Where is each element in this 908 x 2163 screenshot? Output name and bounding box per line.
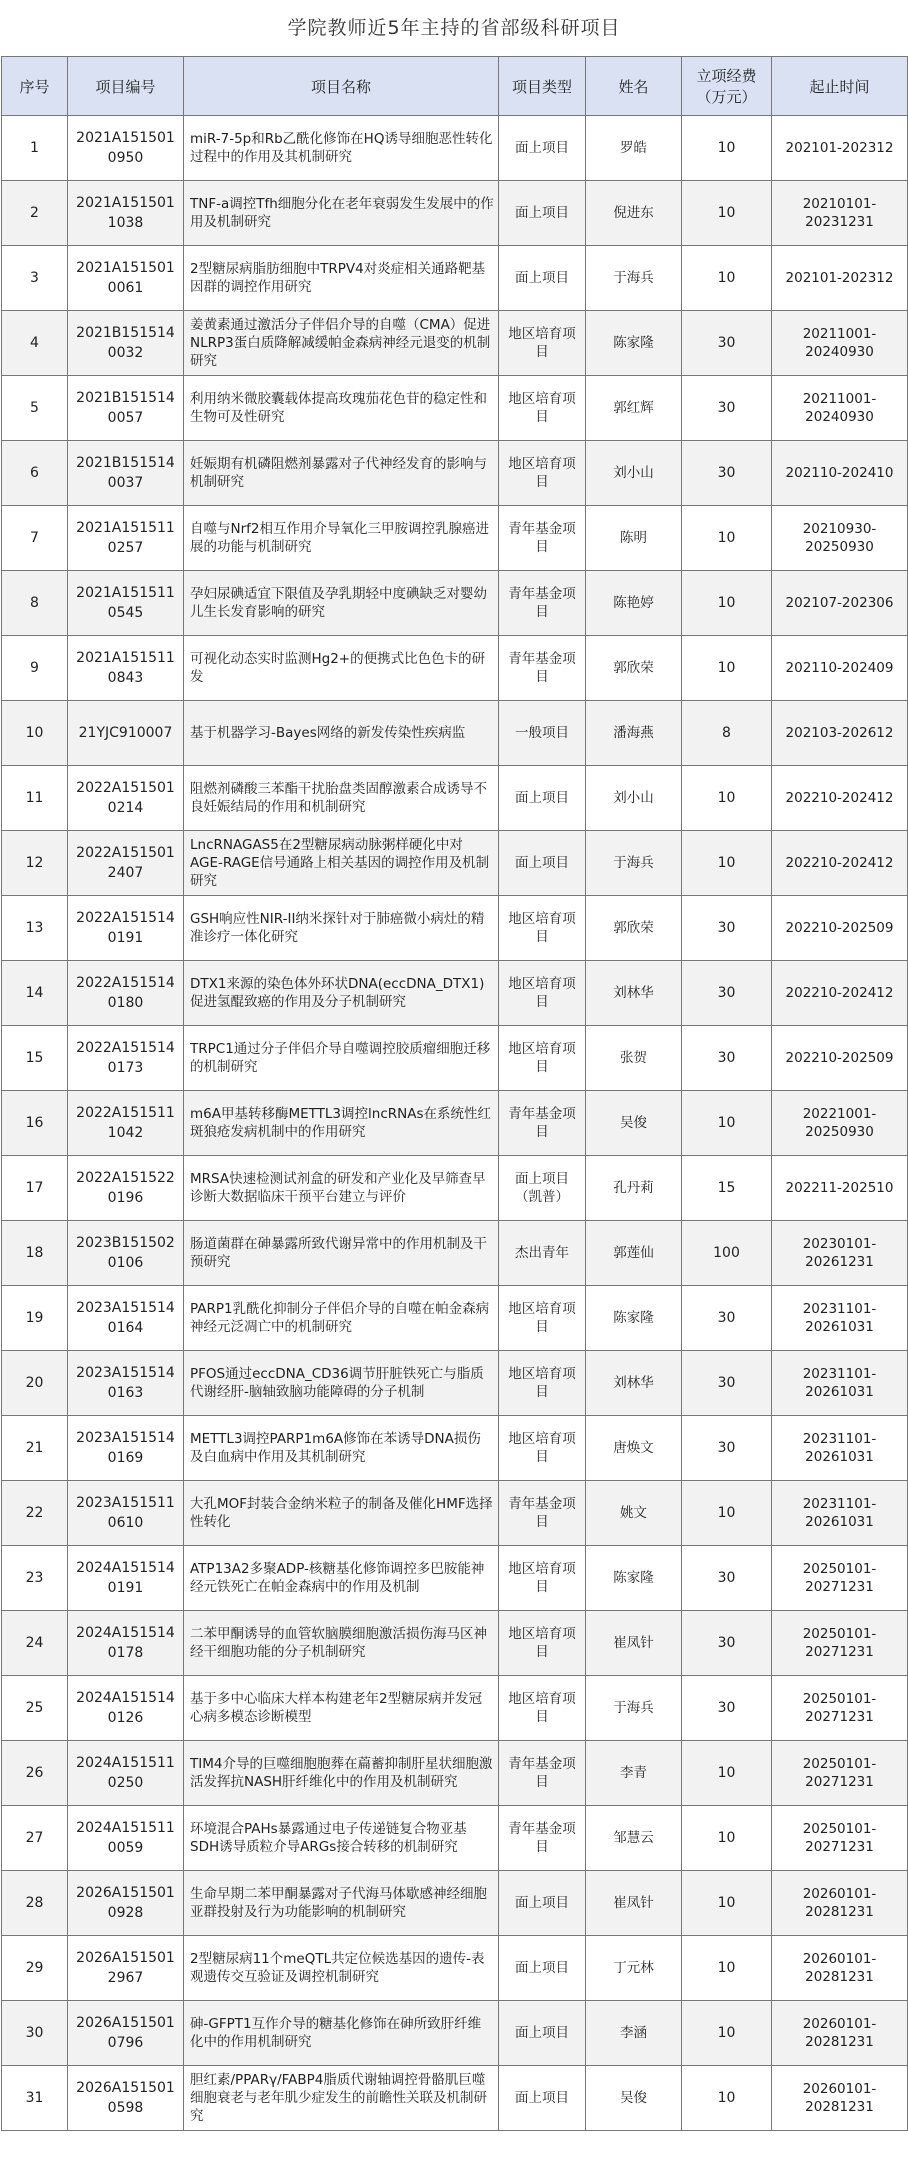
table-row [2, 1936, 908, 2001]
cell-project-code: 2026A1515010598 [68, 2066, 184, 2131]
cell-no: 22 [2, 1481, 68, 1546]
cell-no: 5 [2, 376, 68, 441]
cell-period: 20210930-20250930 [772, 506, 908, 571]
cell-project-name: 阻燃剂磷酸三苯酯干扰胎盘类固醇激素合成诱导不良妊娠结局的作用和机制研究 [184, 766, 499, 831]
cell-period: 20221001-20250930 [772, 1091, 908, 1156]
cell-no: 15 [2, 1026, 68, 1091]
cell-project-name: 砷-GFPT1互作介导的糖基化修饰在砷所致肝纤维化中的作用机制研究 [184, 2001, 499, 2066]
cell-person: 罗皓 [586, 116, 682, 181]
cell-fund: 10 [682, 116, 772, 181]
cell-fund: 30 [682, 896, 772, 961]
cell-person: 吴俊 [586, 1091, 682, 1156]
table-row [2, 1871, 908, 1936]
table-row [2, 1026, 908, 1091]
cell-project-code: 21YJC910007 [68, 701, 184, 766]
cell-person: 陈家隆 [586, 1546, 682, 1611]
cell-period: 202101-202312 [772, 116, 908, 181]
cell-project-type: 面上项目 [499, 246, 586, 311]
cell-no: 19 [2, 1286, 68, 1351]
cell-no: 6 [2, 441, 68, 506]
cell-fund: 10 [682, 181, 772, 246]
header-person: 姓名 [586, 57, 682, 116]
cell-project-type: 地区培育项目 [499, 1416, 586, 1481]
cell-project-code: 2021A1515011038 [68, 181, 184, 246]
cell-person: 邹慧云 [586, 1806, 682, 1871]
cell-project-code: 2024A1515140178 [68, 1611, 184, 1676]
cell-project-type: 地区培育项目 [499, 961, 586, 1026]
cell-fund: 30 [682, 376, 772, 441]
table-row [2, 506, 908, 571]
table-row [2, 896, 908, 961]
cell-no: 25 [2, 1676, 68, 1741]
cell-project-type: 青年基金项目 [499, 1091, 586, 1156]
table-row [2, 1091, 908, 1156]
cell-person: 张贺 [586, 1026, 682, 1091]
cell-project-code: 2022A1515012407 [68, 831, 184, 896]
cell-project-code: 2023A1515140163 [68, 1351, 184, 1416]
cell-no: 11 [2, 766, 68, 831]
cell-no: 10 [2, 701, 68, 766]
cell-period: 202210-202509 [772, 1026, 908, 1091]
cell-person: 刘小山 [586, 441, 682, 506]
header-period: 起止时间 [772, 57, 908, 116]
cell-project-name: 肠道菌群在砷暴露所致代谢异常中的作用机制及干预研究 [184, 1221, 499, 1286]
cell-fund: 30 [682, 311, 772, 376]
cell-period: 20260101-20281231 [772, 1871, 908, 1936]
table-row [2, 376, 908, 441]
cell-project-type: 面上项目 [499, 2066, 586, 2131]
cell-no: 21 [2, 1416, 68, 1481]
cell-period: 202101-202312 [772, 246, 908, 311]
cell-no: 20 [2, 1351, 68, 1416]
cell-no: 30 [2, 2001, 68, 2066]
cell-fund: 10 [682, 1936, 772, 2001]
cell-person: 陈家隆 [586, 1286, 682, 1351]
cell-project-name: METTL3调控PARP1m6A修饰在苯诱导DNA损伤及白血病中作用及其机制研究 [184, 1416, 499, 1481]
cell-period: 20231101-20261031 [772, 1351, 908, 1416]
cell-person: 郭红辉 [586, 376, 682, 441]
cell-project-type: 杰出青年 [499, 1221, 586, 1286]
cell-project-code: 2024A1515140191 [68, 1546, 184, 1611]
cell-person: 潘海燕 [586, 701, 682, 766]
cell-person: 唐焕文 [586, 1416, 682, 1481]
cell-project-type: 青年基金项目 [499, 506, 586, 571]
cell-no: 12 [2, 831, 68, 896]
cell-project-name: GSH响应性NIR-II纳米探针对于肺癌微小病灶的精准诊疗一体化研究 [184, 896, 499, 961]
cell-project-type: 地区培育项目 [499, 311, 586, 376]
cell-period: 20250101-20271231 [772, 1611, 908, 1676]
cell-no: 17 [2, 1156, 68, 1221]
cell-period: 20250101-20271231 [772, 1806, 908, 1871]
cell-fund: 10 [682, 831, 772, 896]
cell-project-type: 面上项目 [499, 1936, 586, 2001]
cell-fund: 10 [682, 1091, 772, 1156]
table-row [2, 701, 908, 766]
cell-project-type: 地区培育项目 [499, 1286, 586, 1351]
table-body [2, 116, 908, 2131]
table-row [2, 2066, 908, 2131]
table-row [2, 2001, 908, 2066]
cell-project-code: 2023A1515140164 [68, 1286, 184, 1351]
cell-person: 倪进东 [586, 181, 682, 246]
cell-project-code: 2021B1515140057 [68, 376, 184, 441]
table-row [2, 831, 908, 896]
cell-project-name: PFOS通过eccDNA_CD36调节肝脏铁死亡与脂质代谢经肝-脑轴致脑功能障碍的分子机制 [184, 1351, 499, 1416]
cell-fund: 10 [682, 1806, 772, 1871]
cell-no: 9 [2, 636, 68, 701]
cell-fund: 30 [682, 1286, 772, 1351]
cell-project-type: 地区培育项目 [499, 1611, 586, 1676]
cell-project-code: 2026A1515010796 [68, 2001, 184, 2066]
table-row [2, 961, 908, 1026]
cell-person: 于海兵 [586, 1676, 682, 1741]
cell-person: 孔丹莉 [586, 1156, 682, 1221]
cell-person: 陈家隆 [586, 311, 682, 376]
cell-project-name: DTX1来源的染色体外环状DNA(eccDNA_DTX1)促进氢醌致癌的作用及分子机制研究 [184, 961, 499, 1026]
cell-project-code: 2024A1515140126 [68, 1676, 184, 1741]
cell-project-name: 胆红素/PPARγ/FABP4脂质代谢轴调控骨骼肌巨噬细胞衰老与老年肌少症发生的前瞻性关联及机制研究 [184, 2066, 499, 2131]
cell-period: 20231101-20261031 [772, 1416, 908, 1481]
cell-person: 郭欣荣 [586, 636, 682, 701]
cell-project-type: 地区培育项目 [499, 441, 586, 506]
table-row [2, 1156, 908, 1221]
cell-period: 20211001-20240930 [772, 376, 908, 441]
cell-fund: 8 [682, 701, 772, 766]
cell-project-type: 面上项目 [499, 831, 586, 896]
cell-no: 8 [2, 571, 68, 636]
table-row [2, 246, 908, 311]
cell-period: 202210-202412 [772, 766, 908, 831]
cell-no: 24 [2, 1611, 68, 1676]
cell-period: 20250101-20271231 [772, 1676, 908, 1741]
cell-no: 16 [2, 1091, 68, 1156]
cell-person: 李涵 [586, 2001, 682, 2066]
cell-project-type: 面上项目（凯普） [499, 1156, 586, 1221]
cell-fund: 10 [682, 506, 772, 571]
cell-project-name: TNF-a调控Tfh细胞分化在老年衰弱发生发展中的作用及机制研究 [184, 181, 499, 246]
cell-project-type: 地区培育项目 [499, 1026, 586, 1091]
cell-project-code: 2024A1515110059 [68, 1806, 184, 1871]
cell-fund: 10 [682, 1871, 772, 1936]
cell-project-code: 2022A1515140173 [68, 1026, 184, 1091]
cell-project-code: 2022A1515111042 [68, 1091, 184, 1156]
cell-fund: 30 [682, 1546, 772, 1611]
cell-fund: 100 [682, 1221, 772, 1286]
cell-fund: 10 [682, 2001, 772, 2066]
cell-person: 崔凤针 [586, 1611, 682, 1676]
cell-no: 13 [2, 896, 68, 961]
table-row [2, 311, 908, 376]
cell-fund: 30 [682, 1611, 772, 1676]
cell-project-type: 青年基金项目 [499, 571, 586, 636]
cell-period: 20211001-20240930 [772, 311, 908, 376]
cell-project-name: 利用纳米微胶囊载体提高玫瑰茄花色苷的稳定性和生物可及性研究 [184, 376, 499, 441]
cell-no: 18 [2, 1221, 68, 1286]
cell-project-type: 地区培育项目 [499, 1546, 586, 1611]
cell-period: 20260101-20281231 [772, 2066, 908, 2131]
cell-project-name: 妊娠期有机磷阻燃剂暴露对子代神经发育的影响与机制研究 [184, 441, 499, 506]
cell-no: 4 [2, 311, 68, 376]
cell-project-name: 二苯甲酮诱导的血管软脑膜细胞激活损伤海马区神经干细胞功能的分子机制研究 [184, 1611, 499, 1676]
cell-person: 陈艳婷 [586, 571, 682, 636]
cell-project-code: 2021A1515110843 [68, 636, 184, 701]
cell-project-code: 2022A1515010214 [68, 766, 184, 831]
cell-person: 崔凤针 [586, 1871, 682, 1936]
cell-no: 29 [2, 1936, 68, 2001]
table-row [2, 571, 908, 636]
table-row [2, 636, 908, 701]
cell-fund: 10 [682, 2066, 772, 2131]
cell-project-code: 2023A1515110610 [68, 1481, 184, 1546]
cell-project-code: 2021B1515140037 [68, 441, 184, 506]
table-row [2, 1481, 908, 1546]
cell-project-code: 2026A1515010928 [68, 1871, 184, 1936]
cell-project-name: 环境混合PAHs暴露通过电子传递链复合物亚基SDH诱导质粒介导ARGs接合转移的机制研究 [184, 1806, 499, 1871]
cell-no: 26 [2, 1741, 68, 1806]
table-row [2, 1416, 908, 1481]
cell-project-type: 青年基金项目 [499, 636, 586, 701]
cell-fund: 30 [682, 1026, 772, 1091]
cell-period: 20260101-20281231 [772, 2001, 908, 2066]
cell-no: 27 [2, 1806, 68, 1871]
cell-project-code: 2022A1515220196 [68, 1156, 184, 1221]
cell-person: 于海兵 [586, 246, 682, 311]
cell-project-code: 2021B1515140032 [68, 311, 184, 376]
cell-period: 202210-202509 [772, 896, 908, 961]
cell-period: 20230101-20261231 [772, 1221, 908, 1286]
header-code: 项目编号 [68, 57, 184, 116]
table-row [2, 1546, 908, 1611]
cell-project-code: 2026A1515012967 [68, 1936, 184, 2001]
cell-fund: 10 [682, 1741, 772, 1806]
cell-project-name: m6A甲基转移酶METTL3调控lncRNAs在系统性红斑狼疮发病机制中的作用研究 [184, 1091, 499, 1156]
projects-table [1, 56, 908, 2131]
cell-project-name: MRSA快速检测试剂盒的研发和产业化及早筛查早诊断大数据临床干预平台建立与评价 [184, 1156, 499, 1221]
table-row [2, 181, 908, 246]
cell-project-code: 2023B1515020106 [68, 1221, 184, 1286]
cell-project-type: 青年基金项目 [499, 1806, 586, 1871]
cell-project-type: 面上项目 [499, 116, 586, 181]
cell-period: 20210101-20231231 [772, 181, 908, 246]
table-row [2, 1611, 908, 1676]
cell-period: 20250101-20271231 [772, 1741, 908, 1806]
cell-project-code: 2021A1515010061 [68, 246, 184, 311]
cell-person: 刘林华 [586, 961, 682, 1026]
cell-no: 1 [2, 116, 68, 181]
cell-period: 202110-202409 [772, 636, 908, 701]
cell-period: 202210-202412 [772, 831, 908, 896]
table-row [2, 766, 908, 831]
table-row [2, 116, 908, 181]
cell-project-type: 地区培育项目 [499, 376, 586, 441]
cell-period: 202210-202412 [772, 961, 908, 1026]
cell-project-name: TRPC1通过分子伴侣介导自噬调控胶质瘤细胞迁移的机制研究 [184, 1026, 499, 1091]
cell-person: 姚文 [586, 1481, 682, 1546]
cell-project-name: 2型糖尿病脂肪细胞中TRPV4对炎症相关通路靶基因群的调控作用研究 [184, 246, 499, 311]
cell-fund: 30 [682, 961, 772, 1026]
header-name: 项目名称 [184, 57, 499, 116]
cell-project-name: 生命早期二苯甲酮暴露对子代海马体歇感神经细胞亚群投射及行为功能影响的机制研究 [184, 1871, 499, 1936]
table-row [2, 1221, 908, 1286]
cell-person: 郭欣荣 [586, 896, 682, 961]
table-row [2, 1806, 908, 1871]
cell-project-type: 青年基金项目 [499, 1741, 586, 1806]
cell-person: 李青 [586, 1741, 682, 1806]
cell-person: 陈明 [586, 506, 682, 571]
cell-project-code: 2023A1515140169 [68, 1416, 184, 1481]
cell-no: 28 [2, 1871, 68, 1936]
table-row [2, 1741, 908, 1806]
cell-period: 202107-202306 [772, 571, 908, 636]
cell-person: 丁元林 [586, 1936, 682, 2001]
table-row [2, 1676, 908, 1741]
cell-project-type: 面上项目 [499, 2001, 586, 2066]
cell-period: 20231101-20261031 [772, 1286, 908, 1351]
cell-no: 2 [2, 181, 68, 246]
cell-period: 202110-202410 [772, 441, 908, 506]
cell-fund: 10 [682, 636, 772, 701]
cell-project-name: PARP1乳酰化抑制分子伴侣介导的自噬在帕金森病神经元泛凋亡中的机制研究 [184, 1286, 499, 1351]
table-row [2, 1286, 908, 1351]
cell-fund: 30 [682, 1676, 772, 1741]
cell-period: 20231101-20261031 [772, 1481, 908, 1546]
cell-fund: 30 [682, 1351, 772, 1416]
cell-project-name: 姜黄素通过激活分子伴侣介导的自噬（CMA）促进NLRP3蛋白质降解减缓帕金森病神经元退变的机制研究 [184, 311, 499, 376]
cell-no: 7 [2, 506, 68, 571]
cell-project-name: ATP13A2多聚ADP-核糖基化修饰调控多巴胺能神经元铁死亡在帕金森病中的作用及机制 [184, 1546, 499, 1611]
cell-project-name: 2型糖尿病11个meQTL共定位候选基因的遗传-表观遗传交互验证及调控机制研究 [184, 1936, 499, 2001]
cell-period: 20260101-20281231 [772, 1936, 908, 2001]
cell-project-name: miR-7-5p和Rb乙酰化修饰在HQ诱导细胞恶性转化过程中的作用及其机制研究 [184, 116, 499, 181]
cell-project-code: 2022A1515140191 [68, 896, 184, 961]
cell-person: 刘林华 [586, 1351, 682, 1416]
cell-project-code: 2022A1515140180 [68, 961, 184, 1026]
cell-project-name: LncRNAGAS5在2型糖尿病动脉粥样硬化中对AGE-RAGE信号通路上相关基因的调控作用及机制研究 [184, 831, 499, 896]
cell-fund: 10 [682, 571, 772, 636]
cell-person: 吴俊 [586, 2066, 682, 2131]
cell-project-name: 自噬与Nrf2相互作用介导氧化三甲胺调控乳腺癌进展的功能与机制研究 [184, 506, 499, 571]
table-row [2, 441, 908, 506]
cell-no: 31 [2, 2066, 68, 2131]
cell-project-code: 2021A1515110257 [68, 506, 184, 571]
cell-period: 202211-202510 [772, 1156, 908, 1221]
header-no: 序号 [2, 57, 68, 116]
cell-project-type: 面上项目 [499, 181, 586, 246]
header-type: 项目类型 [499, 57, 586, 116]
table-header-row [2, 57, 908, 116]
cell-project-name: 大孔MOF封装合金纳米粒子的制备及催化HMF选择性转化 [184, 1481, 499, 1546]
cell-person: 刘小山 [586, 766, 682, 831]
cell-project-name: 可视化动态实时监测Hg2+的便携式比色色卡的研发 [184, 636, 499, 701]
cell-project-type: 地区培育项目 [499, 896, 586, 961]
cell-project-type: 面上项目 [499, 1871, 586, 1936]
cell-fund: 10 [682, 1481, 772, 1546]
cell-period: 202103-202612 [772, 701, 908, 766]
cell-project-type: 面上项目 [499, 766, 586, 831]
cell-project-name: 基于机器学习-Bayes网络的新发传染性疾病监 [184, 701, 499, 766]
cell-person: 于海兵 [586, 831, 682, 896]
cell-project-code: 2024A1515110250 [68, 1741, 184, 1806]
cell-project-name: 孕妇尿碘适宜下限值及孕乳期轻中度碘缺乏对婴幼儿生长发育影响的研究 [184, 571, 499, 636]
cell-project-code: 2021A1515010950 [68, 116, 184, 181]
cell-period: 20250101-20271231 [772, 1546, 908, 1611]
cell-project-name: TIM4介导的巨噬细胞胞葬在萹蓄抑制肝星状细胞激活发挥抗NASH肝纤维化中的作用及机制研究 [184, 1741, 499, 1806]
cell-person: 郭莲仙 [586, 1221, 682, 1286]
cell-fund: 15 [682, 1156, 772, 1221]
cell-project-name: 基于多中心临床大样本构建老年2型糖尿病并发冠心病多模态诊断模型 [184, 1676, 499, 1741]
cell-fund: 30 [682, 1416, 772, 1481]
cell-project-type: 地区培育项目 [499, 1676, 586, 1741]
cell-project-type: 一般项目 [499, 701, 586, 766]
cell-fund: 10 [682, 766, 772, 831]
cell-fund: 30 [682, 441, 772, 506]
cell-no: 23 [2, 1546, 68, 1611]
cell-project-type: 青年基金项目 [499, 1481, 586, 1546]
cell-fund: 10 [682, 246, 772, 311]
header-fund: 立项经费（万元） [682, 57, 772, 116]
cell-project-type: 地区培育项目 [499, 1351, 586, 1416]
cell-project-code: 2021A1515110545 [68, 571, 184, 636]
table-row [2, 1351, 908, 1416]
cell-no: 14 [2, 961, 68, 1026]
cell-no: 3 [2, 246, 68, 311]
page-title: 学院教师近5年主持的省部级科研项目 [287, 17, 621, 39]
